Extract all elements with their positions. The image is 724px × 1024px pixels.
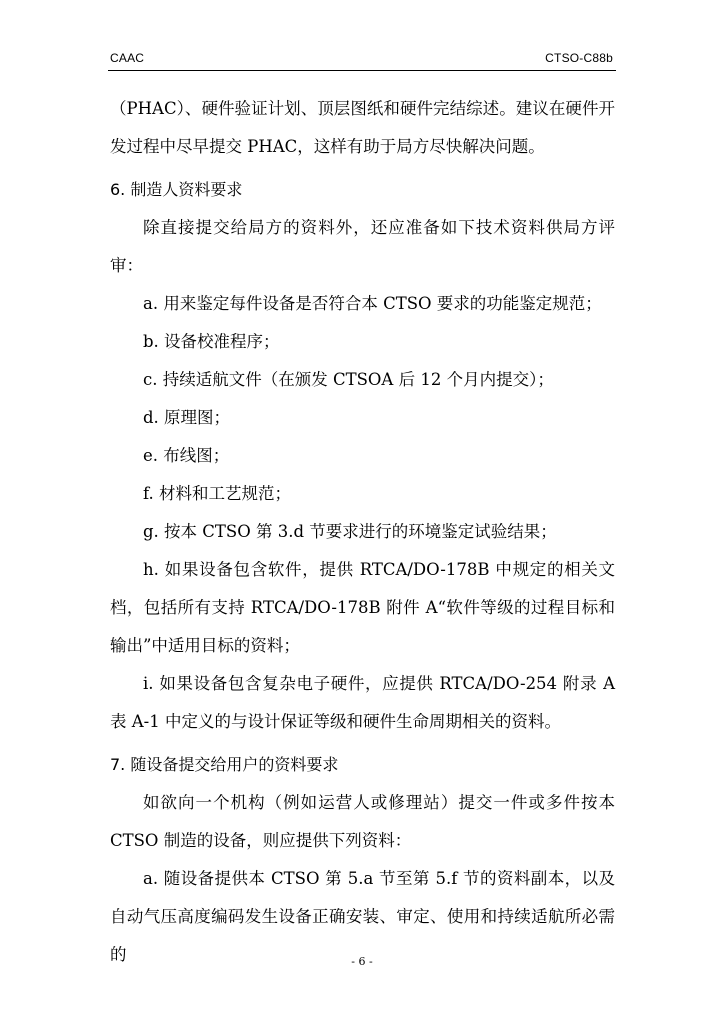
section-6-heading: 6. 制造人资料要求 bbox=[110, 180, 243, 199]
section-6-item-h: h. 如果设备包含软件，提供 RTCA/DO-178B 中规定的相关文档，包括所有支持 RTCA/DO-178B 附件 A“软件等级的过程目标和输出”中适用目标的资料； bbox=[110, 560, 615, 655]
section-7-lead: 如欲向一个机构（例如运营人或修理站）提交一件或多件按本 CTSO 制造的设备，则应提供下列资料： bbox=[110, 793, 615, 850]
section-7-heading: 7. 随设备提交给用户的资料要求 bbox=[110, 755, 339, 774]
page-number: - 6 - bbox=[351, 955, 373, 968]
header-document-id: CTSO-C88b bbox=[545, 51, 613, 65]
section-6-item-d: d. 原理图； bbox=[143, 408, 231, 427]
intro-paragraph: （PHAC）、硬件验证计划、顶层图纸和硬件完结综述。建议在硬件开发过程中尽早提交 PHAC，这样有助于局方尽快解决问题。 bbox=[110, 99, 615, 156]
section-6-item-i: i. 如果设备包含复杂电子硬件，应提供 RTCA/DO-254 附录 A 表 A-1 中定义的与设计保证等级和硬件生命周期相关的资料。 bbox=[110, 674, 615, 731]
header-divider bbox=[108, 70, 616, 71]
header-organization: CAAC bbox=[110, 51, 145, 65]
section-6-item-g: g. 按本 CTSO 第 3.d 节要求进行的环境鉴定试验结果； bbox=[143, 522, 557, 541]
section-6-item-e: e. 布线图； bbox=[143, 446, 230, 465]
section-6-lead: 除直接提交给局方的资料外，还应准备如下技术资料供局方评审： bbox=[110, 218, 615, 275]
section-6-item-b: b. 设备校准程序； bbox=[143, 332, 280, 351]
section-7-item-a: a. 随设备提供本 CTSO 第 5.a 节至第 5.f 节的资料副本，以及自动气压高度编码发生设备正确安装、审定、使用和持续适航所必需的 bbox=[110, 869, 615, 964]
section-6-item-f: f. 材料和工艺规范； bbox=[143, 484, 292, 503]
section-6-item-c: c. 持续适航文件（在颁发 CTSOA 后 12 个月内提交）； bbox=[143, 370, 554, 389]
document-body bbox=[110, 90, 615, 974]
section-6-item-a: a. 用来鉴定每件设备是否符合本 CTSO 要求的功能鉴定规范； bbox=[143, 294, 602, 313]
